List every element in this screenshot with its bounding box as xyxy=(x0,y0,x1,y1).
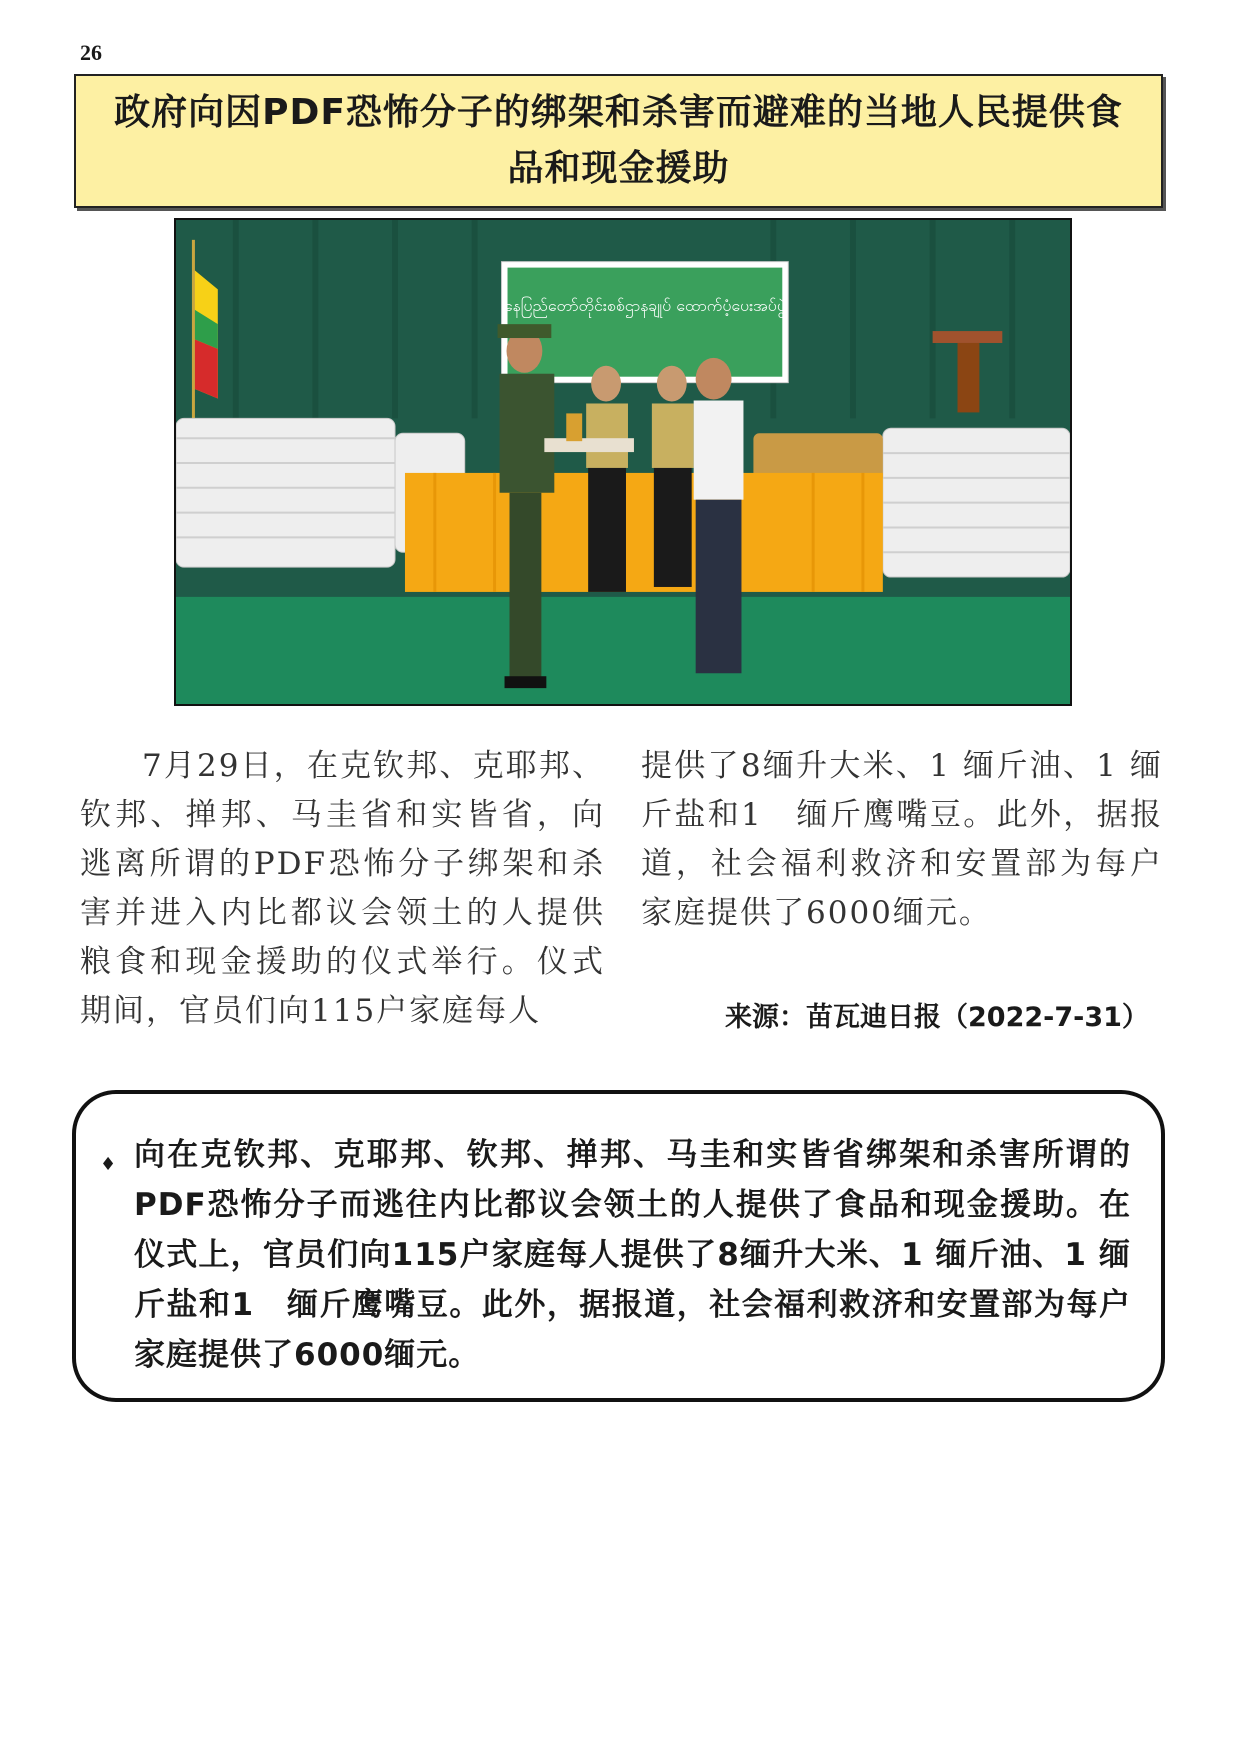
article-column-right xyxy=(641,742,1163,938)
article-column-left xyxy=(80,742,605,1036)
ceremony-banner xyxy=(502,262,789,383)
article-right-text: 提供了8缅升大米、1 缅斤油、1 缅斤盐和1 缅斤鹰嘴豆。此外，据报道，社会福利救济和安置部为每户家庭提供了6000缅元。 xyxy=(641,748,1163,931)
source-citation: 来源：苗瓦迪日报（2022-7-31） xyxy=(725,1002,1149,1033)
article-left-text: 7月29日，在克钦邦、克耶邦、钦邦、掸邦、马圭省和实皆省，向逃离所谓的PDF恐怖分子绑架和杀害并进入内比都议会领土的人提供粮食和现金援助的仪式举行。仪式期间，官员们向115户家庭每人 xyxy=(80,748,605,1029)
recipient-figure xyxy=(694,358,744,673)
news-photo xyxy=(174,218,1072,706)
title-box xyxy=(74,74,1163,208)
page-number: 26 xyxy=(80,40,102,65)
photo-illustration xyxy=(176,220,1070,704)
article-title: 政府向因PDF恐怖分子的绑架和杀害而避难的当地人民提供食品和现金援助 xyxy=(114,92,1123,189)
summary-box xyxy=(72,1090,1165,1402)
banner-text: နေပြည်တော်တိုင်းစစ်ဌာနချုပ် ထောက်ပံ့ပေးအပ်ပွဲ xyxy=(503,296,786,316)
diamond-bullet-icon: ♦ xyxy=(100,1154,117,1175)
summary-text: 向在克钦邦、克耶邦、钦邦、掸邦、马圭和实皆省绑架和杀害所谓的PDF恐怖分子而逃往内比都议会领土的人提供了食品和现金援助。在仪式上，官员们向115户家庭每人提供了8缅升大米、1 缅斤油、1 缅斤盐和1 缅斤鹰嘴豆。此外，据报道，社会福利救济和安置部为每户家庭提供了6000缅元。 xyxy=(134,1137,1131,1373)
